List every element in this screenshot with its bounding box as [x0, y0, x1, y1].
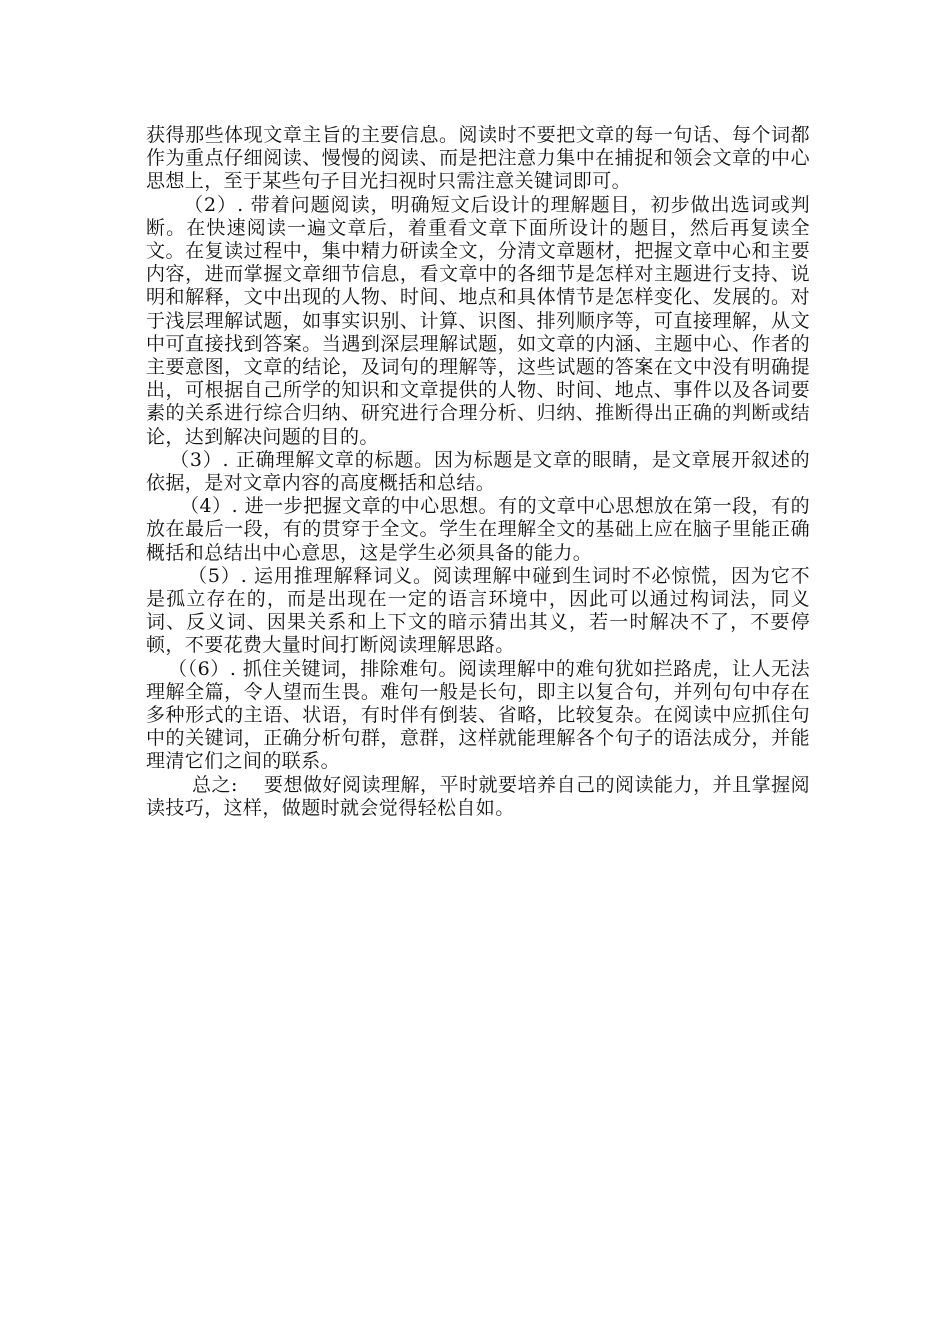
paragraph-2: （2）. 带着问题阅读，明确短文后设计的理解题目，初步做出选词或判断。在快速阅读一遍文章后，着重看文章下面所设计的题目，然后再复读全文。在复读过程中，集中精力研读全文，分清文章题材，把握文章中心和主要内容，进而掌握文章细节信息，看文章中的各细节是怎样对主题进行支持、说明和解释，文中出现的人物、时间、地点和具体情节是怎样变化、发展的。对于浅层理解试题，如事实识别、计算、识图、排列顺序等，可直接理解，从文中可直接找到答案。当遇到深层理解试题，如文章的内涵、主题中心、作者的主要意图，文章的结论，及词句的理解等，这些试题的答案在文中没有明确提出，可根据自己所学的知识和文章提供的人物、时间、地点、事件以及各词要素的关系进行综合归纳、研究进行合理分析、归纳、推断得出正确的判断或结论，达到解决问题的目的。: [146, 193, 810, 448]
paragraph-4: （4）. 进一步把握文章的中心思想。有的文章中心思想放在第一段，有的放在最后一段，有的贯穿于全文。学生在理解全文的基础上应在脑子里能正确概括和总结出中心意思，这是学生必须具备的能力。: [146, 495, 810, 564]
summary-paragraph: [146, 774, 810, 820]
paragraph-5: （5）. 运用推理解释词义。阅读理解中碰到生词时不必惊慌，因为它不是孤立存在的，而是出现在一定的语言环境中，因此可以通过构词法，同义词、反义词、因果关系和上下文的暗示猜出其义，若一时解决不了，不要停顿，不要花费大量时间打断阅读理解思路。: [146, 564, 810, 657]
summary-label: 总之:: [192, 773, 238, 796]
summary-text: 要想做好阅读理解，平时就要培养自己的阅读能力，并且掌握阅读技巧，这样，做题时就会觉得轻松自如。: [146, 773, 811, 819]
paragraph-6: （（6）. 抓住关键词，排除难句。阅读理解中的难句犹如拦路虎，让人无法理解全篇，令人望而生畏。难句一般是长句，即主以复合句，并列句句中存在多种形式的主语、状语，有时伴有倒装、省略，比较复杂。在阅读中应抓住句中的关键词，正确分析句群，意群，这样就能理解各个句子的语法成分，并能理清它们之间的联系。: [146, 657, 810, 773]
document-body: [146, 124, 810, 820]
paragraph-1: 获得那些体现文章主旨的主要信息。阅读时不要把文章的每一句话、每个词都作为重点仔细阅读、慢慢的阅读、而是把注意力集中在捕捉和领会文章的中心思想上，至于某些句子目光扫视时只需注意关键词即可。: [146, 124, 810, 193]
paragraph-3: （3）. 正确理解文章的标题。因为标题是文章的眼睛，是文章展开叙述的依据，是对文章内容的高度概括和总结。: [146, 448, 810, 495]
